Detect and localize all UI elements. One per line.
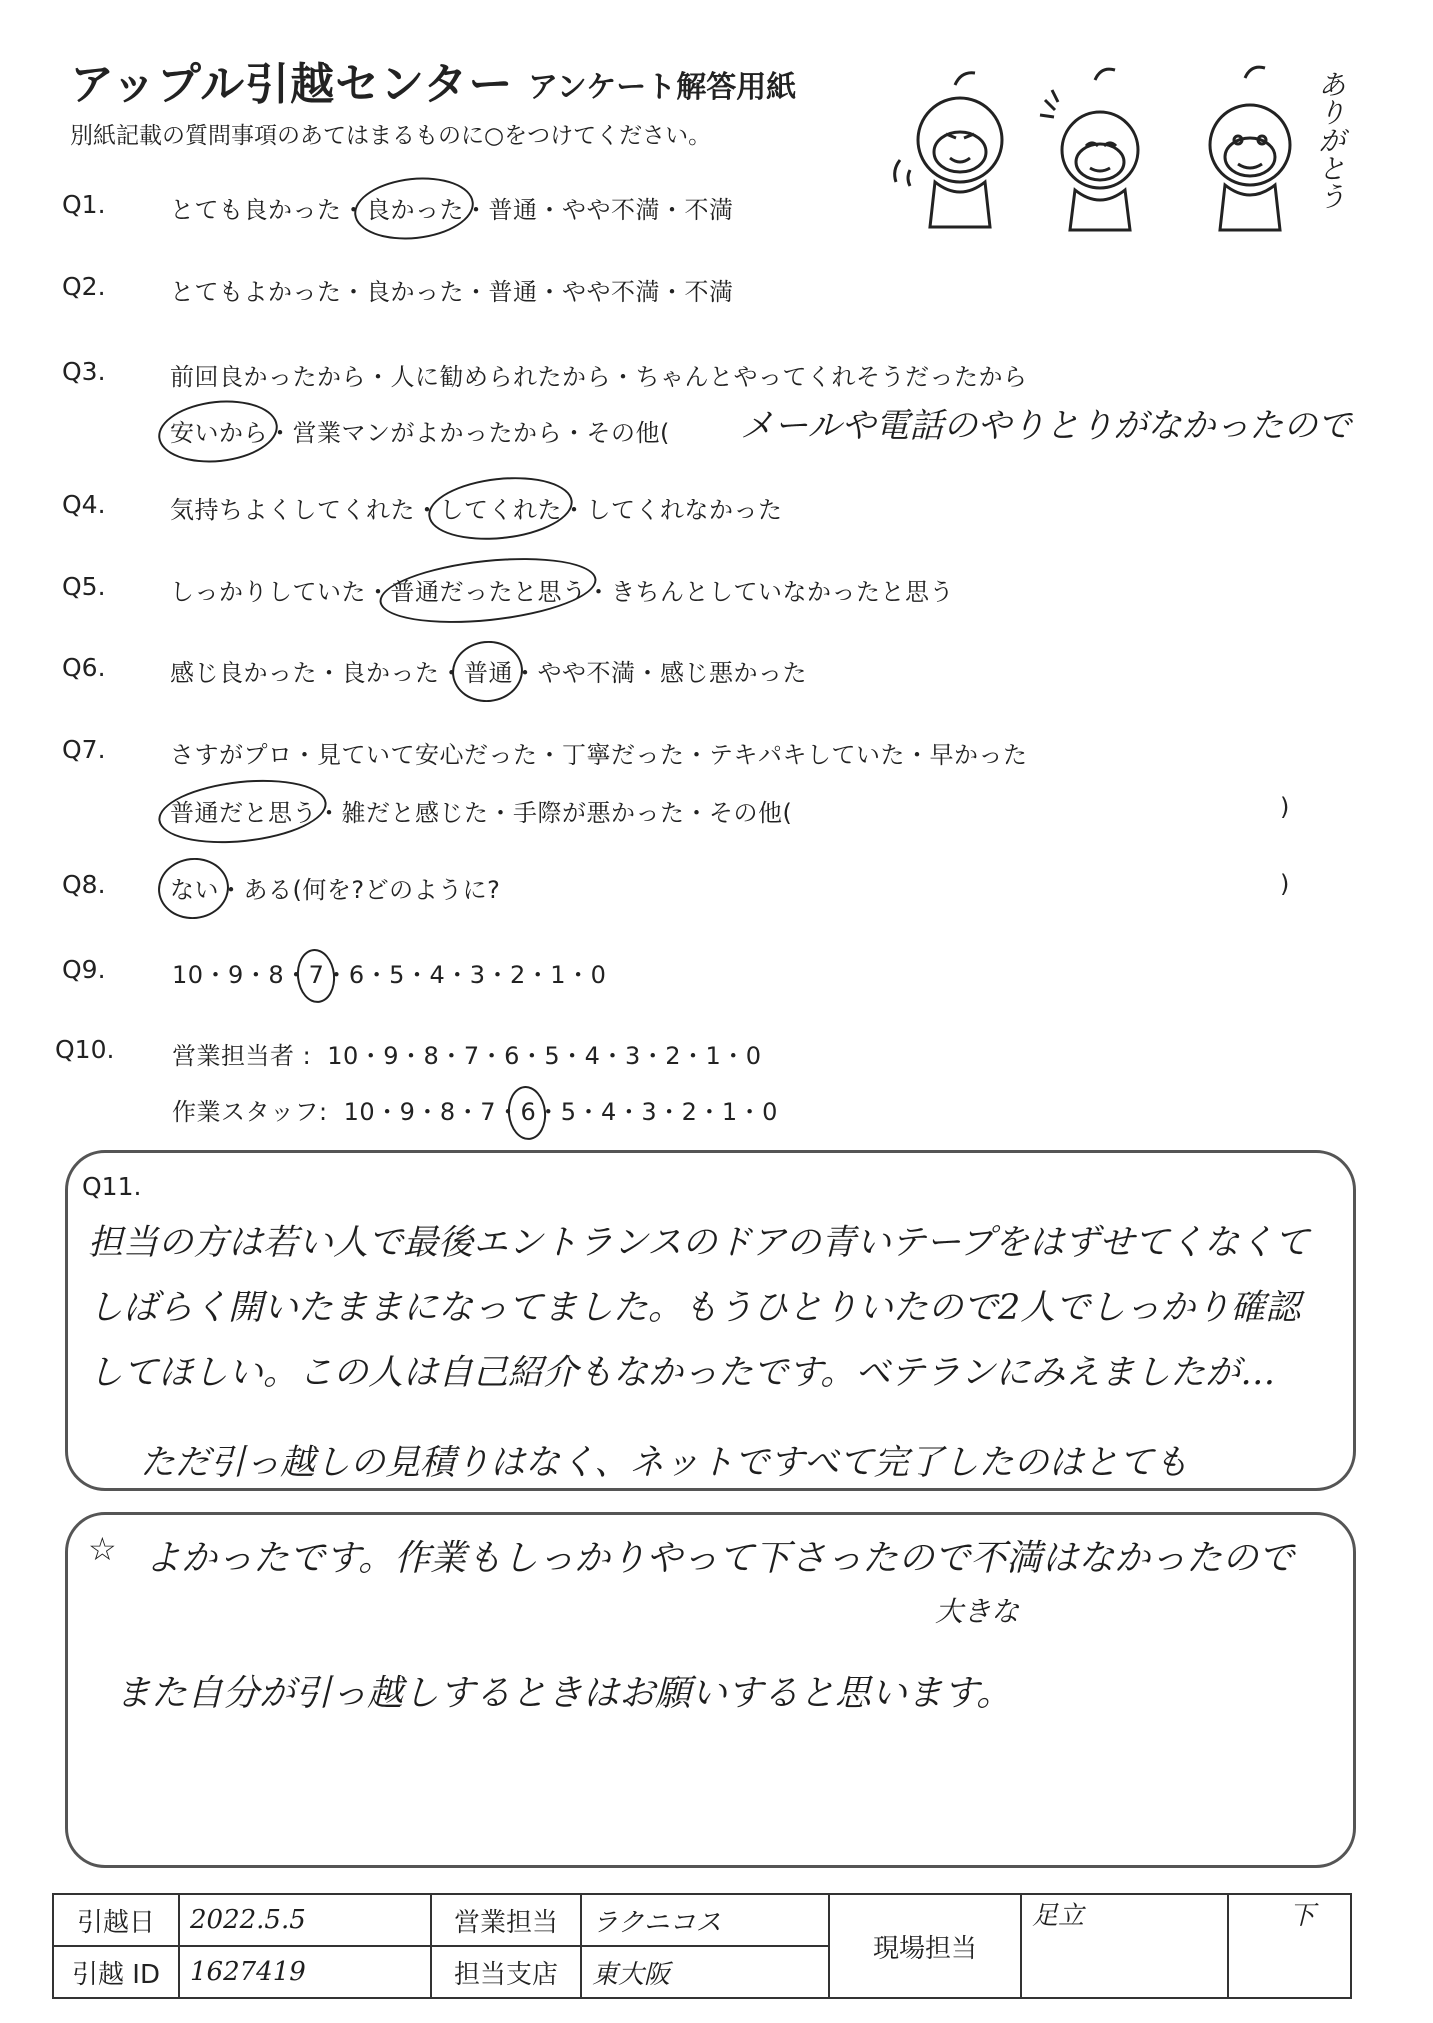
answer-option[interactable]: 良かった <box>366 196 464 224</box>
answer-option[interactable]: その他( <box>586 419 670 447</box>
q11-line-4: ただ引っ越しの見積りはなく、ネットですべて完了したのはとても <box>140 1443 1189 1483</box>
separator: ・ <box>203 961 229 989</box>
separator: ・ <box>455 1098 481 1126</box>
answer-option[interactable]: 普通だったと思う <box>390 578 587 606</box>
monkey-mascots-illustration <box>880 60 1340 245</box>
answer-option[interactable]: ある(何を?どのように? <box>243 876 501 904</box>
separator: ・ <box>358 1042 384 1070</box>
answer-option[interactable]: テキパキしていた <box>709 741 905 769</box>
instruction-text: 別紙記載の質問事項のあてはまるものに○をつけてください。 <box>70 123 712 149</box>
q10-sales-row <box>172 1036 762 1071</box>
separator: ・ <box>562 496 587 524</box>
separator: ・ <box>445 961 470 989</box>
separator: ・ <box>375 1098 400 1126</box>
separator: ・ <box>488 799 513 827</box>
score-option[interactable]: 1 <box>705 1042 722 1070</box>
selection-circle <box>425 471 575 547</box>
comment-line-2: また自分が引っ越しするときはお願いすると思います。 <box>115 1673 1013 1714</box>
answer-option[interactable]: 感じ良かった <box>170 659 317 687</box>
q11-line-2: しばらく開いたままになってました。もうひとりいたので2人でしっかり確認 <box>88 1288 1301 1328</box>
answer-option[interactable]: 早かった <box>929 741 1028 769</box>
branch-label: 担当支店 <box>431 1946 581 1998</box>
separator: ・ <box>284 961 309 989</box>
separator: ・ <box>660 196 685 224</box>
q10-number: Q10. <box>55 1035 115 1064</box>
close-paren: ) <box>1280 793 1290 821</box>
separator: ・ <box>479 1042 505 1070</box>
answer-option[interactable]: 安いから <box>170 419 268 447</box>
question-number: Q6. <box>62 653 106 682</box>
q10-row-label: 作業スタッフ: <box>172 1098 328 1126</box>
answer-option[interactable]: さすがプロ <box>170 741 293 769</box>
star-mark: ☆ <box>88 1530 117 1568</box>
separator: ・ <box>640 1042 666 1070</box>
separator: ・ <box>536 1098 561 1126</box>
score-option[interactable]: 6 <box>348 961 365 989</box>
separator: ・ <box>566 961 591 989</box>
answer-option[interactable]: 良かった <box>341 659 440 687</box>
separator: ・ <box>525 961 551 989</box>
selection-circle <box>155 854 232 922</box>
score-option[interactable]: 0 <box>762 1098 778 1126</box>
q9-number: Q9. <box>62 955 106 984</box>
answer-option[interactable]: 不満 <box>684 278 734 306</box>
answer-option[interactable]: 気持ちよくしてくれた <box>170 496 415 524</box>
separator: ・ <box>219 876 244 904</box>
answer-option[interactable]: してくれなかった <box>586 496 783 524</box>
q11-line-1: 担当の方は若い人で最後エントランスのドアの青いテープをはずせてくなくて <box>88 1223 1310 1263</box>
separator: ・ <box>317 799 342 827</box>
q11-line-3: してほしい。この人は自己紹介もなかったです。ベテランにみえましたが… <box>88 1353 1276 1393</box>
score-option[interactable]: 1 <box>550 961 567 989</box>
score-option[interactable]: 4 <box>601 1098 617 1126</box>
question-number: Q5. <box>62 572 106 601</box>
answer-option[interactable]: 普通だと思う <box>170 799 317 827</box>
answer-option[interactable]: してくれた <box>439 496 562 524</box>
site-label: 現場担当 <box>829 1894 1021 1998</box>
separator: ・ <box>576 1098 602 1126</box>
answer-option[interactable]: ない <box>170 876 219 904</box>
separator: ・ <box>464 196 489 224</box>
answer-option[interactable]: 見ていて安心だった <box>317 741 538 769</box>
answer-option[interactable]: 前回良かったから <box>170 363 366 391</box>
score-option[interactable]: 10 <box>327 1042 359 1070</box>
score-option[interactable]: 3 <box>624 1042 641 1070</box>
answer-option[interactable]: 不満 <box>684 196 734 224</box>
score-option[interactable]: 9 <box>383 1042 400 1070</box>
move-date-label: 引越日 <box>53 1894 179 1946</box>
score-option[interactable]: 4 <box>429 961 446 989</box>
selection-circle <box>155 395 281 468</box>
score-option[interactable]: 3 <box>469 961 486 989</box>
separator: ・ <box>537 741 562 769</box>
answer-option[interactable]: 良かった <box>366 278 464 306</box>
comment-insertion: 大きな <box>935 1595 1020 1628</box>
separator: ・ <box>485 961 511 989</box>
answer-option[interactable]: 人に勧められたから <box>390 363 611 391</box>
separator: ・ <box>721 1042 746 1070</box>
answer-option[interactable]: 普通 <box>464 659 513 687</box>
separator: ・ <box>366 578 391 606</box>
separator: ・ <box>519 1042 545 1070</box>
separator: ・ <box>562 419 587 447</box>
mascot-thanks-text: ありがとう <box>1314 70 1347 210</box>
separator: ・ <box>366 363 391 391</box>
answer-option[interactable]: しっかりしていた <box>170 578 366 606</box>
question-number: Q2. <box>62 272 106 301</box>
answer-option[interactable]: 雑だと感じた <box>341 799 489 827</box>
separator: ・ <box>364 961 390 989</box>
score-option[interactable]: 2 <box>665 1042 682 1070</box>
answer-option[interactable]: やや不満 <box>562 196 660 224</box>
separator: ・ <box>268 419 293 447</box>
branch-value: 東大阪 <box>581 1946 829 1998</box>
separator: ・ <box>560 1042 585 1070</box>
sheet-title: アンケート解答用紙 <box>528 70 797 105</box>
score-option[interactable]: 0 <box>590 961 607 989</box>
score-option[interactable]: 9 <box>228 961 244 989</box>
score-option[interactable]: 9 <box>399 1098 416 1126</box>
answer-options <box>170 357 1028 392</box>
separator: ・ <box>586 578 611 606</box>
q3-other-answer: メールや電話のやりとりがなかったので <box>740 406 1352 446</box>
separator: ・ <box>537 196 562 224</box>
score-option[interactable]: 10 <box>172 961 204 989</box>
separator: ・ <box>341 196 366 224</box>
separator: ・ <box>341 278 366 306</box>
separator: ・ <box>415 496 440 524</box>
answer-option[interactable]: とてもよかった <box>170 278 342 306</box>
question-number: Q8. <box>62 870 106 899</box>
separator: ・ <box>513 659 538 687</box>
separator: ・ <box>464 278 489 306</box>
separator: ・ <box>684 741 709 769</box>
question-number: Q7. <box>62 735 106 764</box>
score-option[interactable]: 2 <box>510 961 526 989</box>
q10-staff-row <box>172 1092 778 1127</box>
score-option[interactable]: 4 <box>584 1042 601 1070</box>
move-date-value: 2022.5.5 <box>179 1894 431 1946</box>
separator: ・ <box>905 741 930 769</box>
separator: ・ <box>737 1098 763 1126</box>
score-option[interactable]: 8 <box>423 1042 440 1070</box>
score-option[interactable]: 8 <box>268 961 285 989</box>
selection-circle <box>376 549 599 632</box>
score-option[interactable]: 5 <box>389 961 405 989</box>
score-option[interactable]: 5 <box>544 1042 561 1070</box>
score-option[interactable]: 1 <box>721 1098 738 1126</box>
q10-row-label: 営業担当者 : <box>172 1042 312 1070</box>
separator: ・ <box>399 1042 424 1070</box>
answer-options <box>170 272 734 307</box>
answer-option[interactable]: その他( <box>709 799 793 827</box>
site-value-1: 足立 <box>1021 1894 1228 1998</box>
answer-option[interactable]: 感じ悪かった <box>660 659 807 687</box>
separator: ・ <box>681 1042 706 1070</box>
separator: ・ <box>600 1042 625 1070</box>
score-option[interactable]: 0 <box>745 1042 762 1070</box>
answer-option[interactable]: 営業マンがよかったから <box>292 419 562 447</box>
selection-circle <box>155 772 329 850</box>
score-option[interactable]: 10 <box>343 1098 376 1126</box>
separator: ・ <box>415 1098 440 1126</box>
answer-option[interactable]: ちゃんとやってくれそうだったから <box>635 363 1028 391</box>
sales-label: 営業担当 <box>431 1894 581 1946</box>
brand-title: アップル引越センター <box>70 59 514 110</box>
question-number: Q3. <box>62 357 106 386</box>
separator: ・ <box>657 1098 682 1126</box>
separator: ・ <box>324 961 349 989</box>
question-number: Q1. <box>62 190 106 219</box>
question-number: Q4. <box>62 490 106 519</box>
separator: ・ <box>635 659 660 687</box>
score-option[interactable]: 7 <box>308 961 325 989</box>
separator: ・ <box>660 278 685 306</box>
score-option[interactable]: 7 <box>480 1098 496 1126</box>
score-option[interactable]: 5 <box>560 1098 577 1126</box>
comment-line-1: よかったです。作業もしっかりやって下さったので不満はなかったので <box>145 1538 1295 1579</box>
selection-circle <box>351 172 477 245</box>
separator: ・ <box>439 1042 464 1070</box>
separator: ・ <box>404 961 430 989</box>
answer-option[interactable]: 普通 <box>488 278 538 306</box>
answer-options <box>170 735 1028 770</box>
separator: ・ <box>537 278 562 306</box>
answer-option[interactable]: とても良かった <box>170 196 342 224</box>
separator: ・ <box>611 363 636 391</box>
answer-option[interactable]: 手際が悪かった <box>513 799 685 827</box>
score-option[interactable]: 6 <box>520 1098 537 1126</box>
score-option[interactable]: 6 <box>504 1042 520 1070</box>
sales-value: ラクニコス <box>581 1894 829 1946</box>
separator: ・ <box>495 1098 521 1126</box>
q11-number: Q11. <box>82 1172 142 1201</box>
answer-option[interactable]: やや不満 <box>562 278 660 306</box>
score-option[interactable]: 7 <box>463 1042 480 1070</box>
answer-option[interactable]: 普通 <box>488 196 538 224</box>
separator: ・ <box>684 799 709 827</box>
score-option[interactable]: 8 <box>439 1098 456 1126</box>
selection-circle <box>449 637 526 705</box>
separator: ・ <box>243 961 269 989</box>
answer-option[interactable]: 丁寧だった <box>562 741 685 769</box>
separator: ・ <box>439 659 464 687</box>
separator: ・ <box>616 1098 642 1126</box>
separator: ・ <box>292 741 317 769</box>
footer-info-table <box>52 1893 1352 1999</box>
separator: ・ <box>317 659 342 687</box>
separator: ・ <box>697 1098 722 1126</box>
score-option[interactable]: 2 <box>681 1098 698 1126</box>
close-paren: ) <box>1280 870 1290 898</box>
move-id-label: 引越 ID <box>53 1946 179 1998</box>
q9-scale <box>172 955 606 990</box>
answer-option[interactable]: やや不満 <box>537 659 636 687</box>
move-id-value: 1627419 <box>179 1946 431 1998</box>
site-value-2: 下 <box>1228 1894 1351 1998</box>
answer-option[interactable]: きちんとしていなかったと思う <box>611 578 954 606</box>
score-option[interactable]: 3 <box>641 1098 658 1126</box>
